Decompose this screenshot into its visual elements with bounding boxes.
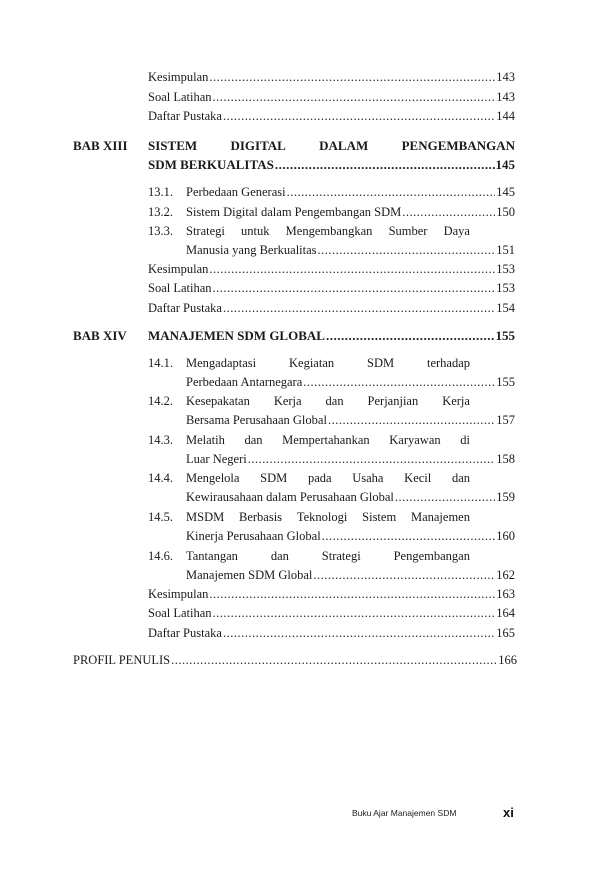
section-number: 14.3.: [148, 433, 173, 447]
section-number: 14.6.: [148, 549, 173, 563]
dot-leader: [395, 490, 495, 505]
dot-leader: [209, 587, 495, 602]
toc-entry-line[interactable]: Strategi untuk Mengembangkan Sumber Daya: [186, 224, 470, 238]
dot-leader: [213, 281, 496, 296]
section-number: 14.1.: [148, 356, 173, 370]
dot-leader: [209, 70, 495, 85]
dot-leader: [287, 185, 496, 200]
toc-entry[interactable]: Kinerja Perusahaan Global ..... 160: [186, 529, 515, 544]
toc-entry[interactable]: Kesimpulan ..... 163: [148, 587, 515, 602]
dot-leader: [223, 109, 495, 124]
chapter-label: BAB XIII: [73, 138, 128, 153]
dot-leader: [213, 90, 496, 105]
section-number: 13.3.: [148, 224, 173, 238]
dot-leader: [328, 413, 495, 428]
toc-entry[interactable]: Soal Latihan ..... 164: [148, 606, 515, 621]
chapter-label: BAB XIV: [73, 328, 127, 343]
dot-leader: [318, 243, 496, 258]
dot-leader: [248, 452, 496, 467]
chapter-entry[interactable]: SDM BERKUALITAS ..... 145: [148, 157, 515, 173]
toc-entry[interactable]: Manusia yang Berkualitas ..... 151: [186, 243, 515, 258]
dot-leader: [213, 606, 496, 621]
toc-entry[interactable]: Kesimpulan ..... 143: [148, 70, 515, 85]
toc-entry-line[interactable]: Melatih dan Mempertahankan Karyawan di: [186, 433, 470, 447]
dot-leader: [402, 205, 495, 220]
dot-leader: [322, 529, 496, 544]
toc-entry[interactable]: Perbedaan Generasi ..... 145: [186, 185, 515, 200]
footer-book-title: Buku Ajar Manajemen SDM: [352, 808, 457, 818]
section-number: 13.1.: [148, 185, 173, 199]
toc-entry-line[interactable]: Tantangan dan Strategi Pengembangan: [186, 549, 470, 563]
toc-entry[interactable]: Luar Negeri ..... 158: [186, 452, 515, 467]
toc-entry[interactable]: Daftar Pustaka ..... 165: [148, 626, 515, 641]
section-number: 13.2.: [148, 205, 173, 219]
toc-entry[interactable]: Sistem Digital dalam Pengembangan SDM ..... 150: [186, 205, 515, 220]
dot-leader: [223, 626, 495, 641]
toc-entry[interactable]: Perbedaan Antarnegara ..... 155: [186, 375, 515, 390]
toc-entry[interactable]: Kewirausahaan dalam Perusahaan Global ..... 159: [186, 490, 515, 505]
chapter-entry[interactable]: MANAJEMEN SDM GLOBAL ..... 155: [148, 328, 515, 344]
section-number: 14.5.: [148, 510, 173, 524]
toc-entry-profil[interactable]: PROFIL PENULIS ..... 166: [73, 653, 517, 668]
chapter-title-line[interactable]: SISTEM DIGITAL DALAM PENGEMBANGAN: [148, 138, 515, 153]
toc-entry-line[interactable]: MSDM Berbasis Teknologi Sistem Manajemen: [186, 510, 470, 524]
section-number: 14.4.: [148, 471, 173, 485]
dot-leader: [209, 262, 495, 277]
toc-entry[interactable]: Kesimpulan ..... 153: [148, 262, 515, 277]
toc-entry[interactable]: Bersama Perusahaan Global ..... 157: [186, 413, 515, 428]
dot-leader: [223, 301, 495, 316]
dot-leader: [275, 157, 495, 173]
footer-page-number: xi: [503, 805, 514, 820]
toc-entry[interactable]: Daftar Pustaka ..... 144: [148, 109, 515, 124]
section-number: 14.2.: [148, 394, 173, 408]
toc-entry[interactable]: Daftar Pustaka ..... 154: [148, 301, 515, 316]
toc-entry[interactable]: Manajemen SDM Global ..... 162: [186, 568, 515, 583]
dot-leader: [303, 375, 495, 390]
toc-entry[interactable]: Soal Latihan ..... 153: [148, 281, 515, 296]
toc-entry-line[interactable]: Mengadaptasi Kegiatan SDM terhadap: [186, 356, 470, 370]
toc-entry[interactable]: Soal Latihan ..... 143: [148, 90, 515, 105]
dot-leader: [326, 328, 495, 344]
dot-leader: [171, 653, 497, 668]
dot-leader: [313, 568, 495, 583]
toc-entry-line[interactable]: Kesepakatan Kerja dan Perjanjian Kerja: [186, 394, 470, 408]
toc-entry-line[interactable]: Mengelola SDM pada Usaha Kecil dan: [186, 471, 470, 485]
